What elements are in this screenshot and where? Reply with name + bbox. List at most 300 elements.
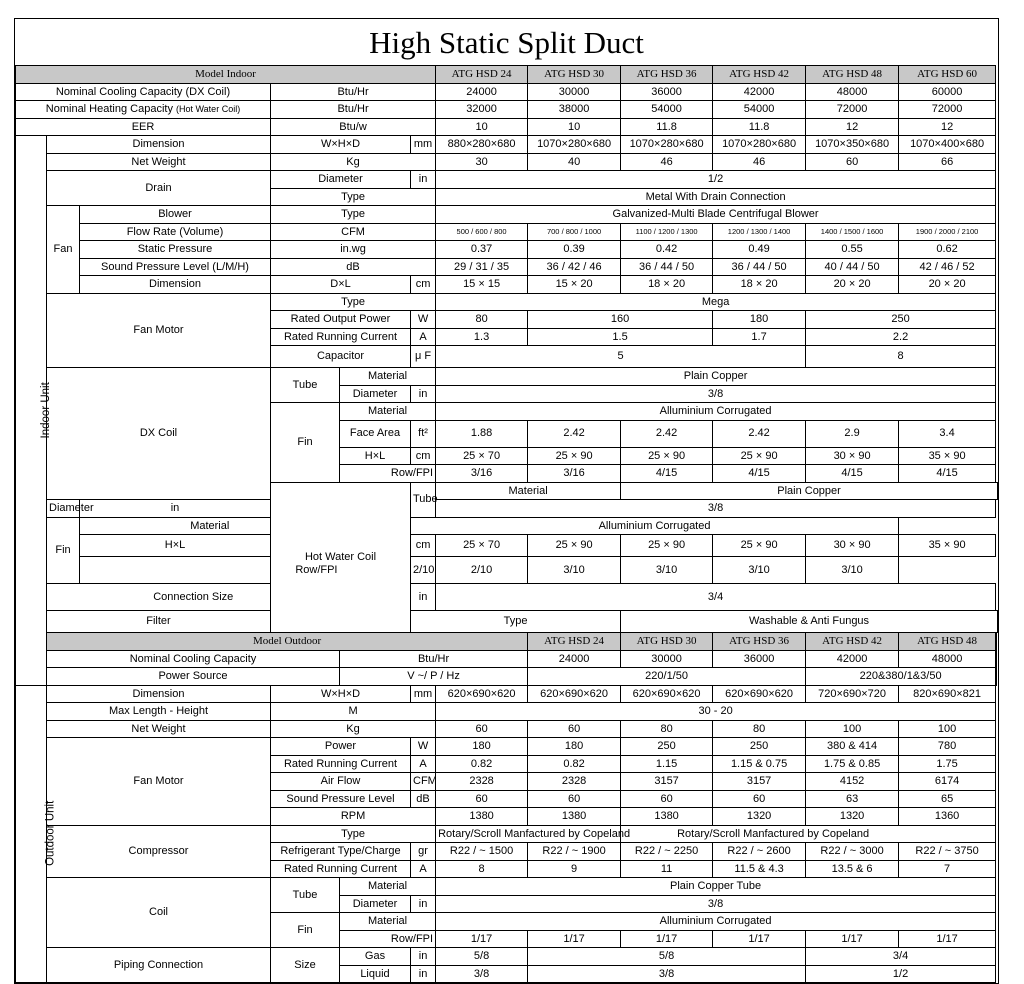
table-cell: 32000 [436,101,528,119]
row-label: Blower [80,206,271,224]
table-cell: 620×690×620 [528,685,621,703]
table-cell: 7 [899,860,996,878]
table-cell: 60 [806,153,899,171]
row-unit: V ~/ P / Hz [340,668,528,686]
table-cell: 72000 [899,101,996,119]
row-param: W×H×D [271,136,411,154]
row-label: Flow Rate (Volume) [80,223,271,241]
row-param: Material [340,403,436,421]
table-cell: 38000 [528,101,621,119]
table-cell: 880×280×680 [436,136,528,154]
table-cell: 1900 / 2000 / 2100 [899,223,996,241]
row-unit: gr [411,843,436,861]
table-cell: 0.62 [899,241,996,259]
table-cell: 250 [713,738,806,756]
table-cell: 3/8 [436,965,528,983]
table-cell: 9 [528,860,621,878]
indoor-model-name: ATG HSD 24 [436,66,528,84]
table-cell: 63 [806,790,899,808]
outdoor-model-name [996,633,997,651]
table-cell: 36 / 42 / 46 [528,258,621,276]
table-row [16,650,998,668]
table-cell: 36 / 44 / 50 [713,258,806,276]
row-param: Rated Output Power [271,311,411,329]
table-cell: 180 [528,738,621,756]
table-row [16,171,998,189]
table-cell: 1.5 [528,328,713,346]
table-cell: 0.82 [528,755,621,773]
table-cell: 25 × 90 [528,535,621,557]
row-label: Nominal Cooling Capacity [47,650,340,668]
table-cell: 11 [621,860,713,878]
table-cell: 700 / 800 / 1000 [528,223,621,241]
table-cell: 30000 [621,650,713,668]
table-cell: 30000 [528,83,621,101]
table-cell: 3157 [621,773,713,791]
table-cell: Plain Copper [436,368,996,386]
row-label: Static Pressure [80,241,271,259]
table-cell: Mega [436,293,996,311]
spec-table [15,65,998,983]
table-cell: 30 × 90 [806,447,899,465]
table-cell: 3/16 [528,465,621,483]
row-param: Size [271,948,340,983]
table-cell: R22 / ~ 3000 [806,843,899,861]
table-row [16,535,998,557]
row-label: Sound Pressure Level (L/M/H) [80,258,271,276]
table-cell: 250 [806,311,996,329]
row-unit: mm [411,685,436,703]
outdoor-model-header: Model Outdoor [47,633,528,651]
table-cell: Plain Copper Tube [436,878,996,896]
table-cell: 4/15 [806,465,899,483]
row-param: H×L [80,535,271,557]
row-label: Net Weight [47,153,271,171]
row-param: Sound Pressure Level [271,790,411,808]
table-cell: 12 [806,118,899,136]
table-cell: 1070×400×680 [899,136,996,154]
table-cell: 3/10 [528,557,621,584]
table-cell: 25 × 90 [621,447,713,465]
table-cell: 2.9 [806,420,899,447]
row-unit: in [80,500,271,518]
table-cell: Metal With Drain Connection [436,188,996,206]
row-unit: ft² [411,420,436,447]
table-cell: 1070×350×680 [806,136,899,154]
row-param: Diameter [47,500,80,518]
table-row [16,368,998,386]
row-unit: μ F [411,346,436,368]
row-unit: dB [411,790,436,808]
table-cell: 80 [621,720,713,738]
table-cell: 1/17 [806,930,899,948]
table-cell: 12 [899,118,996,136]
row-label: Hot Water Coil [271,482,411,633]
table-cell: 25 × 90 [528,447,621,465]
table-cell: 4/15 [899,465,996,483]
table-cell: 46 [713,153,806,171]
table-cell: 4/15 [713,465,806,483]
table-cell: 1380 [436,808,528,826]
outdoor-model-header-row [16,633,998,651]
table-cell: 1100 / 1200 / 1300 [621,223,713,241]
table-cell: 24000 [436,83,528,101]
row-unit: Btu/w [271,118,436,136]
table-cell: 1200 / 1300 / 1400 [713,223,806,241]
spec-sheet [14,18,999,984]
table-row [16,153,998,171]
table-cell: 60 [713,790,806,808]
row-param: Capacitor [271,346,411,368]
row-param: Material [340,913,436,931]
table-row [16,500,998,518]
table-cell: 3/10 [806,557,899,584]
table-cell: 3/4 [806,948,996,966]
table-cell: 13.5 & 6 [806,860,899,878]
row-unit: cm [411,535,436,557]
row-label: EER [16,118,271,136]
table-cell: 48000 [899,650,996,668]
table-row [16,611,998,633]
row-param: Diameter [271,171,411,189]
outdoor-model-name: ATG HSD 30 [621,633,713,651]
table-row [16,118,998,136]
row-param: Tube [271,878,340,913]
row-param: Face Area [340,420,411,447]
outdoor-model-name: ATG HSD 42 [806,633,899,651]
table-cell: 3/10 [713,557,806,584]
table-cell: 180 [713,311,806,329]
row-param: Material [436,482,621,500]
table-cell: 15 × 15 [436,276,528,294]
table-cell: 30 - 20 [436,703,996,721]
table-cell: 1070×280×680 [528,136,621,154]
table-cell: 0.55 [806,241,899,259]
table-cell: 0.49 [713,241,806,259]
table-cell: 780 [899,738,996,756]
row-param: Tube [411,482,436,517]
table-cell: Galvanized-Multi Blade Centrifugal Blower [436,206,996,224]
table-row [16,223,998,241]
row-unit: A [411,755,436,773]
table-cell: 60 [528,720,621,738]
table-cell: 1070×280×680 [713,136,806,154]
table-cell: 0.42 [621,241,713,259]
table-cell: 0.82 [436,755,528,773]
row-unit: A [411,328,436,346]
indoor-model-header: Model Indoor [16,66,436,84]
table-cell: 620×690×620 [713,685,806,703]
outdoor-model-name: ATG HSD 24 [528,633,621,651]
table-row [16,825,998,843]
table-cell: Plain Copper [621,482,998,500]
table-cell: 620×690×620 [621,685,713,703]
outdoor-model-name: ATG HSD 36 [713,633,806,651]
row-label: Nominal Cooling Capacity (DX Coil) [16,83,271,101]
table-cell: 80 [436,311,528,329]
table-cell: 30 [436,153,528,171]
row-param: Rated Running Current [271,755,411,773]
table-cell: 20 × 20 [806,276,899,294]
indoor-model-name: ATG HSD 60 [899,66,996,84]
row-unit: CFM [271,223,436,241]
table-cell: 2/10 [411,557,436,584]
table-cell: 4152 [806,773,899,791]
table-cell: 3/10 [621,557,713,584]
table-cell: 11.8 [713,118,806,136]
table-cell: 220&380/1&3/50 [806,668,996,686]
row-param: Fin [271,913,340,948]
table-cell: 3.4 [899,420,996,447]
table-cell: 29 / 31 / 35 [436,258,528,276]
table-row [16,83,998,101]
table-cell: 1380 [528,808,621,826]
row-unit: W [411,311,436,329]
indoor-model-name: ATG HSD 48 [806,66,899,84]
table-cell: Alluminium Corrugated [436,403,996,421]
table-cell: 60 [436,790,528,808]
row-param: Type [411,611,621,633]
table-cell: 100 [806,720,899,738]
row-param: Type [271,188,436,206]
table-cell: 8 [806,346,996,368]
table-cell: 3/8 [528,965,806,983]
row-param: W×H×D [271,685,411,703]
table-cell: 40 [528,153,621,171]
table-cell: 35 × 90 [899,535,996,557]
outdoor-model-name: ATG HSD 48 [899,633,996,651]
table-cell: 18 × 20 [621,276,713,294]
table-cell: Rotary/Scroll Manfactured by Copeland [436,825,621,843]
row-param: Type [271,293,436,311]
row-param: RPM [271,808,436,826]
row-unit: in [411,385,436,403]
row-unit: in [411,584,436,611]
table-row [16,241,998,259]
heating-label-note: (Hot Water Coil) [176,104,241,115]
row-label: Drain [47,171,271,206]
table-cell: R22 / ~ 2600 [713,843,806,861]
indoor-model-name: ATG HSD 30 [528,66,621,84]
table-row [16,206,998,224]
table-cell: 1.88 [436,420,528,447]
table-cell: R22 / ~ 2250 [621,843,713,861]
table-row [16,101,998,119]
row-label: DX Coil [47,368,271,500]
row-param: Air Flow [271,773,411,791]
row-label: Filter [47,611,271,633]
table-cell: 36000 [713,650,806,668]
table-cell: 2.42 [528,420,621,447]
table-cell: 20 × 20 [899,276,996,294]
table-cell: 60000 [899,83,996,101]
table-cell: 15 × 20 [528,276,621,294]
table-cell: 1/17 [713,930,806,948]
table-cell: 380 & 414 [806,738,899,756]
row-param: Tube [271,368,340,403]
table-cell: 720×690×720 [806,685,899,703]
table-cell: 100 [899,720,996,738]
table-cell: 1360 [899,808,996,826]
table-row [16,948,998,966]
row-label: Net Weight [47,720,271,738]
table-cell: 72000 [806,101,899,119]
row-label: Coil [47,878,271,948]
table-row [16,703,998,721]
table-cell: Rotary/Scroll Manfactured by Copeland [621,825,996,843]
row-param: Diameter [340,895,411,913]
row-unit: in [411,965,436,983]
heating-label: Nominal Heating Capacity [45,103,173,116]
table-cell: 25 × 90 [621,535,713,557]
table-cell: 3/16 [436,465,528,483]
row-unit: dB [271,258,436,276]
table-cell: 24000 [528,650,621,668]
table-cell: R22 / ~ 1500 [436,843,528,861]
table-cell: 42000 [713,83,806,101]
row-param: Row/FPI [80,557,340,584]
table-row [16,685,998,703]
table-cell: 1070×280×680 [621,136,713,154]
table-cell: 1/17 [621,930,713,948]
table-cell: 2328 [528,773,621,791]
table-cell: 2.2 [806,328,996,346]
row-label: Piping Connection [47,948,271,983]
table-cell: 1.75 & 0.85 [806,755,899,773]
row-unit: W [411,738,436,756]
table-cell: 18 × 20 [713,276,806,294]
outdoor-unit-side-label: Outdoor Unit [16,685,47,983]
table-cell: 250 [621,738,713,756]
table-cell: 25 × 90 [713,447,806,465]
table-cell: Alluminium Corrugated [411,517,899,535]
table-cell: 220/1/50 [528,668,806,686]
table-cell: 820×690×821 [899,685,996,703]
table-cell [996,668,997,686]
row-param: Type [271,206,436,224]
table-cell: 0.39 [528,241,621,259]
table-cell: 620×690×620 [436,685,528,703]
table-cell: 25 × 70 [436,447,528,465]
row-param: Material [340,368,436,386]
table-cell: 60 [621,790,713,808]
row-label: Dimension [47,685,271,703]
table-row [16,136,998,154]
table-cell: 30 × 90 [806,535,899,557]
row-param: Fin [47,517,80,584]
table-cell: 3157 [713,773,806,791]
row-unit: Kg [271,720,436,738]
table-row [16,293,998,311]
table-cell: 65 [899,790,996,808]
table-row [16,720,998,738]
row-unit: in [411,171,436,189]
table-cell: 500 / 600 / 800 [436,223,528,241]
row-param: Power [271,738,411,756]
table-cell: 3/8 [436,500,996,518]
table-cell: 40 / 44 / 50 [806,258,899,276]
table-cell: 1400 / 1500 / 1600 [806,223,899,241]
row-param: Material [340,878,436,896]
table-cell: 1/17 [528,930,621,948]
table-cell: 66 [899,153,996,171]
table-cell: 36000 [621,83,713,101]
indoor-model-header-row [16,66,998,84]
table-cell: 54000 [621,101,713,119]
table-cell: 5/8 [528,948,806,966]
page-title: High Static Split Duct [369,25,644,60]
row-label: Fan Motor [47,293,271,368]
row-param: H×L [340,447,411,465]
row-param: Rated Running Current [271,860,411,878]
row-unit: Kg [271,153,436,171]
table-cell: 3/4 [436,584,996,611]
table-row [16,517,998,535]
table-cell: 60 [528,790,621,808]
row-param: Row/FPI [340,930,436,948]
table-cell: 8 [436,860,528,878]
table-cell: R22 / ~ 3750 [899,843,996,861]
table-row [16,276,998,294]
table-cell [996,650,997,668]
table-cell: 1.75 [899,755,996,773]
table-cell: 2.42 [621,420,713,447]
table-cell: 60 [436,720,528,738]
indoor-unit-side-label: Indoor Unit [16,136,47,686]
row-label: Fan Motor [47,738,271,826]
table-cell: R22 / ~ 1900 [528,843,621,861]
row-unit: CFM [411,773,436,791]
row-label: Max Length - Height [47,703,271,721]
row-unit: Btu/Hr [271,101,436,119]
table-row [16,668,998,686]
table-cell: 11.5 & 4.3 [713,860,806,878]
table-cell: 25 × 90 [713,535,806,557]
table-cell: 4/15 [621,465,713,483]
table-cell: 1.15 [621,755,713,773]
row-label [16,101,271,119]
row-unit: M [271,703,436,721]
table-cell: 48000 [806,83,899,101]
row-param: Material [80,517,340,535]
row-unit: Btu/Hr [271,83,436,101]
table-cell: 54000 [713,101,806,119]
table-cell: 6174 [899,773,996,791]
table-row [16,584,998,611]
table-cell: 1380 [621,808,713,826]
table-cell: 3/8 [436,385,996,403]
table-cell: 1.7 [713,328,806,346]
row-param: Rated Running Current [271,328,411,346]
row-param: Type [271,825,436,843]
row-unit: A [411,860,436,878]
row-unit: Btu/Hr [340,650,528,668]
row-unit: mm [411,136,436,154]
row-unit: in [411,895,436,913]
table-cell: 160 [528,311,713,329]
table-cell: 25 × 70 [436,535,528,557]
table-cell: 35 × 90 [899,447,996,465]
row-label: Power Source [47,668,340,686]
indoor-model-name: ATG HSD 36 [621,66,713,84]
table-row [16,878,998,896]
table-row [16,258,998,276]
table-cell: Washable & Anti Fungus [621,611,998,633]
table-cell: 1320 [713,808,806,826]
table-cell: 2328 [436,773,528,791]
row-label: Dimension [80,276,271,294]
table-cell: 36 / 44 / 50 [621,258,713,276]
